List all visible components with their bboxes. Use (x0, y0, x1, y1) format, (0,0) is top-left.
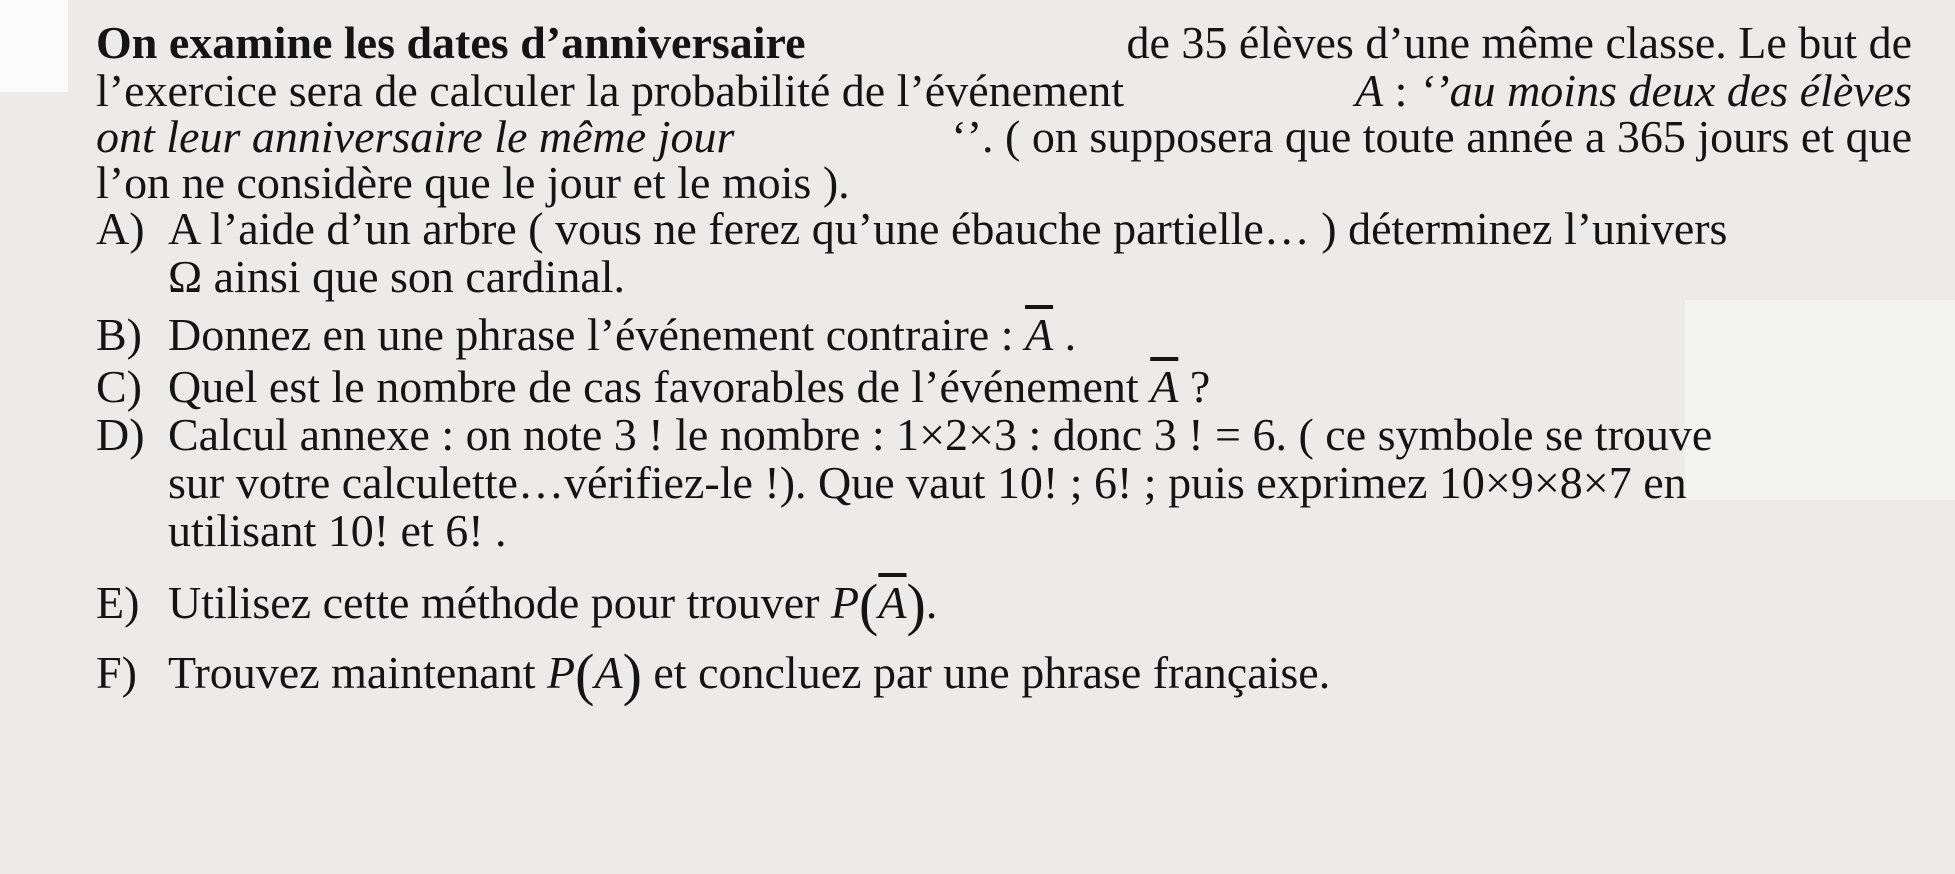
intro-line-3-rest: ‘’. ( on supposera que toute année a 365 jours et que (951, 111, 1912, 162)
intro-line-4: l’on ne considère que le jour et le mois ). (96, 157, 850, 208)
question-b-text: Donnez en une phrase l’événement contraire : (168, 309, 1014, 360)
open-paren: ( (859, 572, 879, 637)
question-c-text: Quel est le nombre de cas favorables de l’événement (168, 361, 1139, 412)
close-paren: ) (622, 642, 642, 707)
open-paren: ( (575, 642, 595, 707)
question-e (96, 572, 938, 637)
question-c-label: C) (96, 361, 142, 412)
question-a-text: A l’aide d’un arbre ( vous ne ferez qu’une ébauche partielle… ) déterminez l’univers (168, 203, 1728, 254)
question-e-text: Utilisez cette méthode pour trouver (168, 577, 820, 628)
event-a-symbol: A (1355, 65, 1384, 116)
intro-colon: : (1394, 65, 1408, 116)
event-a-complement: $\overline{A}$ (1025, 309, 1054, 360)
probability-p: P (547, 647, 576, 698)
question-d-line-3: utilisant 10! et 6! . (168, 505, 507, 556)
event-a-complement: $\overline{A}$ (1150, 361, 1179, 412)
question-d-line-2: sur votre calculette…vérifiez-le !). Que vaut 10! ; 6! ; puis exprimez 10×9×8×7 en (168, 457, 1687, 508)
event-a-symbol: A (594, 647, 623, 698)
question-c (96, 361, 1211, 412)
intro-line-1-rest: de 35 élèves d’une même classe. Le but de (1126, 17, 1912, 68)
question-f-label: F) (96, 647, 137, 698)
event-a-complement: $\overline{A}$ (878, 577, 907, 628)
intro-line-1 (96, 17, 1912, 68)
question-a (96, 203, 1728, 254)
question-d-label: D) (96, 409, 145, 460)
close-paren: ) (906, 572, 926, 637)
intro-bold-heading: On examine les dates d’anniversaire (96, 17, 806, 68)
question-c-end: ? (1189, 361, 1211, 412)
intro-line-3-italic: ont leur anniversaire le même jour (96, 111, 735, 162)
question-e-label: E) (96, 577, 140, 628)
question-a-line-2: Ω ainsi que son cardinal. (168, 251, 626, 302)
question-f-text-2: et concluez par une phrase française. (653, 647, 1331, 698)
question-e-end: . (925, 577, 938, 628)
intro-line-2 (96, 65, 1912, 116)
intro-line-3 (96, 111, 1912, 162)
question-b-end: . (1064, 309, 1077, 360)
intro-line-2-text: l’exercice sera de calculer la probabilité de l’événement (96, 65, 1125, 116)
question-d-text: Calcul annexe : on note 3 ! le nombre : 1×2×3 : donc 3 ! = 6. ( ce symbole se trouve (168, 409, 1713, 460)
question-a-label: A) (96, 203, 145, 254)
question-d (96, 409, 1713, 460)
question-f (96, 642, 1331, 707)
question-f-text: Trouvez maintenant (168, 647, 536, 698)
intro-quote-italic: ‘’au moins deux des élèves (1418, 65, 1912, 116)
question-b-label: B) (96, 309, 142, 360)
probability-p: P (830, 577, 860, 628)
question-b (96, 309, 1077, 360)
